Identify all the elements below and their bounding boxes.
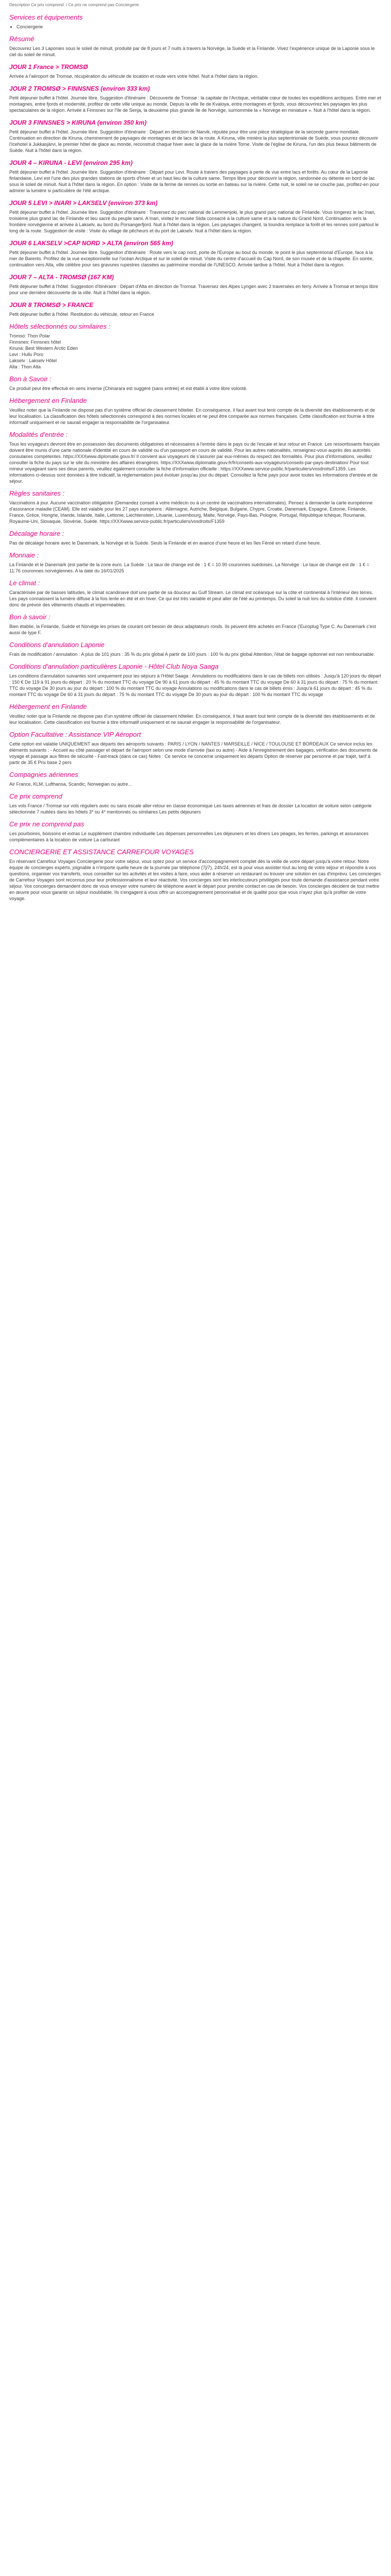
bon-savoir-2-text: Bien établie, la Finlande, Suède et Norvège les prises de courant ont besoin de deux adaptateurs ronds. Ils peuvent être achetés en France ('Europlug Type C. Au Danemark c'est aussi de type F. [9,624,376,635]
monnaie-title: Monnaie : [9,551,39,559]
day-section-3 [9,118,382,154]
resume-title: Résumé [9,35,35,43]
annulation-particulieres-text: Les conditions d'annulation suivantes sont uniquement pour les séjours à l'Hôtel Saaga : Annulations ou modifications dans le cas de billets non utilisés : Jusqu'à 120 jours du départ : 150 € De 119 à 91 jours du départ : 20 % du montant TTC du voyage De 90 à 61 jours du départ : 45 % du montant TTC du voyage De 60 à 31 jours du départ : 75 % du montant TTC du voyage De 30 jours au jour du départ : 100 % du montant TTC du voyage Annulations ou modifications dans le cas de billets émis : Jusqu'à 61 jours du départ : 45 % du montant TTC du voyage De 60 à 31 jours du départ : 75 % du montant TTC du voyage De 30 jours au jour du départ : 100 % du montant TTC du voyage [9,673,381,697]
day-title: JOUR 5 LEVI > INARI > LAKSELV (environ 373 km) [9,199,158,207]
day-text: Petit déjeuner buffet à l'hôtel. Journée libre. Suggestion d'itinéraire : Découverte de Tromsø : la capitale de l'Arctique, véritable cœur de toutes les expéditions arctiques. Entre mer et montagnes, entre fjords et modernité, profitez de cette ville unique au monde. Depuis la ville île de Kvaloya, entre montagnes et fjords, vous découvrirez les paysages les plus spectaculaires de la région. Arrivée à Finnsnes sur l'île de Senja, la deuxième plus grande île de Norvège, surnommée la « Norvège en miniature ». Nuit à l'hôtel dans la région. [9,95,381,113]
day-text: Petit déjeuner buffet à l'hôtel. Journée libre. Suggestion d'itinéraire : Route vers le cap nord, porte de l'Europe au bout du monde, le point le plus septentrional d'Europe, face à la mer de Barents. Profitez de la vue exceptionnelle sur l'océan Arctique et sur le soleil de minuit. Visite du centre d'accueil du Cap Nord, de son musée et de la chapelle. En soirée, continuation vers Alta, ville célèbre pour ses gravures rupestres classées au patrimoine mondial de l'UNESCO. Arrivée tardive à l'hôtel. Nuit à l'hôtel dans la région. [9,250,374,267]
option-text: Cette option est valable UNIQUEMENT aux départs des aéroports suivants : PARIS / LYON / NANTES / MARSEILLE / NICE / TOULOUSE ET BORDEAUX Ce service inclus les éléments suivants : - Accueil au côté passager et départ de l'aéroport selon une mode d'arrivée (taxi ou autre) - Aide à l'enregistrement des bagages, vérification des documents de voyage et passage aux filtres de sécurité - Fast-track (dans ce cas) Notes : Ce service ne concerne uniquement les départs Option de réserver par personne et par trajet, tarif à partir de 35 € Prix base 2 pers [9,741,378,765]
hebergement-2-title: Hébergement en Finlande [9,703,87,710]
hotels-title: Hôtels sélectionnés ou similaires : [9,323,110,330]
day-text: Petit déjeuner buffet à l'hôtel. Suggestion d'itinéraire : Départ d'Alta en direction de Tromsø. Traversez des Alpes Lyngen avec 2 traversées en ferry. Arrivée à Tromsø et temps libre pour une dernière découverte de la ville. Nuit à l'hôtel dans la région. [9,284,378,295]
annulation-particulieres-title: Conditions d'annulation particulières Laponie - Hôtel Club Noya Saaga [9,663,219,670]
list-item: Alta : Thon Alta [9,364,41,369]
modalites-text: Tous les voyageurs devront être en possession des documents obligatoires et nécessaires à l'entrée dans le pays ou de l'escale et leur retour en France. Les ressortissants français doivent être munis d'une carte nationale d'identité en cours de validité ou d'un passeport en cours de validité. Pour les autres nationalités, renseignez-vous auprès des autorités consulaires compétentes. https://XXXwww.diplomatie.gouv.fr/ Il convient aux voyageurs de s'assurer par eux-mêmes du respect des formalités. Pour plus d'informations, veuillez consulter la fiche du pays sur le site du ministère des affaires étrangères. https://XXXwww.diplomatie.gouv.fr/fr/conseils-aux-voyageurs/conseils-par-pays-destination/ Pour tout mineur voyageant sans ses deux parents, veuillez également consulter la fiche d'information officielle : https://XXXwww.service-public.fr/particuliers/vosdroits/F1359. Les informations ci-dessus sont données à titre indicatif, la réglementation peut évoluer jusqu'au jour du départ. Consultez la fiche pays pour avoir toutes les informations d'entrée et de séjour. [9,442,380,484]
regles-text: Vaccinations à jour. Aucune vaccination obligatoire (Demandez conseil à votre médecin ou à un centre de vaccinations internationales). Pensez à demander la carte européenne d'assurance maladie (CEAM). Elle est valable pour les 27 pays européens : Allemagne, Autriche, Belgique, Bulgarie, Chypre, Croatie, Danemark, Espagne, Estonie, Finlande, France, Grèce, Hongrie, Irlande, Islande, Italie, Lettonie, Liechtenstein, Lituanie, Luxembourg, Malte, Norvège, Pays-Bas, Pologne, Portugal, République tchèque, Roumanie, Royaume-Uni, Slovaquie, Slovénie, Suède. https://XXXwww.service-public.fr/particuliers/vosdroits/F1359 [9,500,373,524]
decalage-text: Pas de décalage horaire avec le Danemark, la Norvège et la Suède. Seuls la Finlande et en avance d'une heure et les îles Féroé en retard d'une heure. [9,540,321,546]
ce-prix-ne-comprend-pas-text: Les pourboires, boissons et extras Le supplément chambre individuelle Les dépenses personnelles Les déjeuners et les dîners Les péages, les ferries, parkings et assurances complémentaires à la location de voiture La carburant [9,831,369,842]
hebergement-2-text: Veuillez noter que la Finlande ne dispose pas d'un système officiel de classement hôtelier. En conséquence, il faut avant tout tenir compte de la diversité des établissements et de leur localisation. Cette classification est fournie à titre informatif uniquement et ne saurait engager la responsabilité de l'organisateur. [9,714,375,725]
regles-title: Règles sanitaires : [9,489,64,497]
day-title: JOUR 2 TROMSØ > FINNSNES (environ 333 km) [9,85,150,92]
day-text: Petit déjeuner buffet à l'hôtel. Journée libre. Suggestion d'itinéraire : Départ pour Levi. Route à travers des paysages à perte de vue entre lacs et forêts. Au cœur de la Laponie finlandaise, Levi est l'une des plus grandes stations de sports d'hiver et un haut lieu de la culture same. Temps libre pour découvrir la région, randonnée ou détente en bord de lac sous le soleil de minuit. Nuit à l'hôtel dans la région. En option : Visite de la ferme de rennes ou sortie en bateau sur la rivière. Cette nuit, le soleil ne se couche pas, profitez-en pour admirer la lumière si particulière de l'été arctique. [9,170,379,193]
bon-savoir-text: Ce produit peut être effectué en sens inverse (Chinarara est suggéré (sans entrée) et est établi à votre libre volonté. [9,386,248,391]
option-title: Option Facultative : Assistance VIP Aéroport [9,731,141,738]
day-text: Petit déjeuner buffet à l'hôtel. Journée libre. Suggestion d'itinéraire : Départ en direction de Narvik, réputée pour être une pièce stratégique de la seconde guerre mondiale. Continuation en direction de Kiruna, cheminement de paysages de montagnes et de lacs de la route. A Kiruna, ville minière la plus septentrionale de Suède, vous pourrez découvrir l'Icehotel à Jukkasjärvi, le premier hôtel de glace au monde, reconstruit chaque hiver avec la glace de la rivière Torne. Visite de l'église de Kiruna, l'un des plus beaux bâtiments de Suède. Nuit à l'hôtel dans la région. [9,129,378,153]
climat-text: Caractérisée par de basses latitudes, le climat scandinave doit une partie de sa douceur au Gulf Stream. Le climat est océanique sur la côte et continental à l'intérieur des terres. Les pays connaissent la lumière diffuse à la fois lente en été et en hiver. Ce qui est très variable et peut aller de l'été au printemps. Du soleil la nuit lors du solstice d'été. Il convient donc de prévoir des vêtements chauds et imperméables. [9,590,377,607]
list-item: • Conciergerie [17,24,382,30]
day-title: JOUR 4 – KIRUNA - LEVI (environ 295 km) [9,159,133,166]
annulation-text: Frais de modification / annulation : A plus de 101 jours : 35 % du prix global A partir de 100 jours : 100 % du prix global Attention, l'état de bagage optionnel est non remboursable. [9,652,375,657]
day-title: JOUR 7 – ALTA - TROMSØ (167 KM) [9,274,114,281]
ce-prix-comprend-title: Ce prix comprend [9,792,62,800]
day-title: JOUR 3 FINNSNES > KIRUNA (environ 350 km) [9,119,146,126]
conciergerie-text: En réservant Carrefour Voyages Conciergerie pour votre séjour, vous optez pour un service d'accompagnement complet dès la veille de votre départ jusqu'à votre retour. Notre équipe de concierges expérts, joignable à n'importe quelle heure de la journée par téléphone (7j/7), 24h/24, est là pour vous assister tout au long de votre séjour et répondre à vos questions, organiser vos transferts, vous conseiller sur les activités et les visites à faire, vous aider à réserver un restaurant ou trouver une solution en cas d'imprévu. Les concierges de Carrefour Voyages sont reconnus pour leur professionnalisme et leur réactivité. Vos concierges sont les interlocuteurs privilégiés pour toute demande d'assistance pendant votre séjour. Vos concierges demandent donc de vous envoyer votre numéro de téléphone avant le départ pour prendre contact en cas de besoin. Vos concierges décident de tout mettre en œuvre pour vous garantir un séjour inoubliable. Ils s'engagent à vous offrir un accompagnement personnalisé et de qualité pour que vous n'ayez plus qu'à profiter de votre voyage. [9,859,381,901]
day-section-5 [9,199,382,234]
list-item: Lakselv : Lakselv Hôtel [9,358,57,363]
list-item: Kiruna: Best Western Arctic Eden [9,346,78,351]
ce-prix-comprend-text: Les vols France / Tromsø sur vols réguliers avec ou sans escale aller-retour en classe économique Les taxes aériennes et frais de dossier La location de voiture selon catégorie sélectionnée 7 nuitées dans les hôtels 3* ou 4* mentionnés ou similaires Les petits déjeuners [9,803,372,815]
page [0,0,391,914]
day-section-4 [9,159,382,194]
day-section-8 [9,301,382,317]
day-section-1 [9,63,382,79]
hebergement-text: Veuillez noter que la Finlande ne dispose pas d'un système officiel de classement hôtelier. En conséquence, il faut avant tout tenir compte de la diversité des établissements et de leur localisation. La classification des hôtels sélectionnés correspond à des normes locales et ne peut être comparée aux normes françaises. Cette classification est fournie à titre informatif uniquement et ne saurait engager la responsabilité de l'organisateur. [9,408,375,425]
climat-title: Le climat : [9,579,40,587]
bon-savoir-title: Bon à Savoir : [9,375,52,383]
decalage-title: Décalage horaire : [9,530,64,537]
top-note: Description Ce prix comprend / Ce prix ne comprend pas Conciergerie [9,3,139,7]
list-item: Levi : Hullu Poro [9,352,44,357]
bon-savoir-2-title: Bon à savoir : [9,613,51,621]
annulation-title: Conditions d'annulation Laponie [9,641,105,649]
conciergerie-title: CONCIERGERIE ET ASSISTANCE CARREFOUR VOYAGES [9,848,194,856]
day-section-2 [9,84,382,113]
day-title: JOUR 8 TROMSØ > FRANCE [9,301,94,309]
day-title: JOUR 6 LAKSELV >CAP NORD > ALTA (environ 565 km) [9,240,173,247]
hotels-list [9,333,382,370]
compagnies-title: Compagnies aériennes [9,771,78,778]
list-item: Finnsnes: Finnsnes hôtel [9,340,61,345]
day-section-7 [9,273,382,296]
monnaie-text: La Finlande et le Danemark (est partie de la zone euro. La Suède : Le taux de change est de : 1 € = 10.90 couronnes suédoises. La Norvège : Le taux de change est de : 1 € = 11.76 couronnes norvégiennes. A la date du 16/01/2025 [9,562,369,573]
hebergement-title: Hébergement en Finlande [9,397,87,404]
ce-prix-ne-comprend-pas-title: Ce prix ne comprend pas [9,820,85,828]
day-section-6 [9,239,382,268]
services-title: Services et équipements [9,13,83,21]
day-title: JOUR 1 France > TROMSØ [9,63,88,71]
resume-text: Découvrez Les 3 Laponies sous le soleil de minuit, produité par de 8 jours et 7 nuits à travers la Norvège, la Suède et la Finlande. Vivez l'expérience unique de la Laponie sous le ciel du soleil de minuit. [9,46,375,57]
list-item: Tromso: Thon Polar [9,333,51,338]
modalites-title: Modalités d'entrée : [9,431,68,438]
day-text: Petit déjeuner buffet à l'hôtel. Restitution du véhicule, retour en France [9,312,154,317]
day-text: Petit déjeuner buffet à l'hôtel. Journée libre. Suggestion d'itinéraire : Traversez du parc national de Lemmenjoki, le plus grand parc national de Finlande. Vous longerez le lac Inari, troisième plus grand lac de Finlande et lieu sacré du peuple sami. A Inari, visitez le musée Siida consacré à la culture same et à la nature du Grand Nord. Continuation vers la frontière norvégienne et arrivée à Lakselv, au bord du Porsangerfjord. Nuit à l'hôtel dans la région. Les paysages changent, la toundra remplace la forêt et les rennes sont partout le long de la route. Suggestion de visite : Visite du village de pêcheurs et du port de Lakselv. Nuit à l'hôtel dans la région. [9,210,379,233]
services-list [17,24,382,30]
day-text: Arrivée à l'aéroport de Tromsø, récupération du véhicule de location et route vers votre hôtel. Nuit à l'hôtel dans la région. [9,74,259,79]
compagnies-text: Air France, KLM, Lufthansa, Scandic, Norwegian ou autre... [9,782,132,787]
